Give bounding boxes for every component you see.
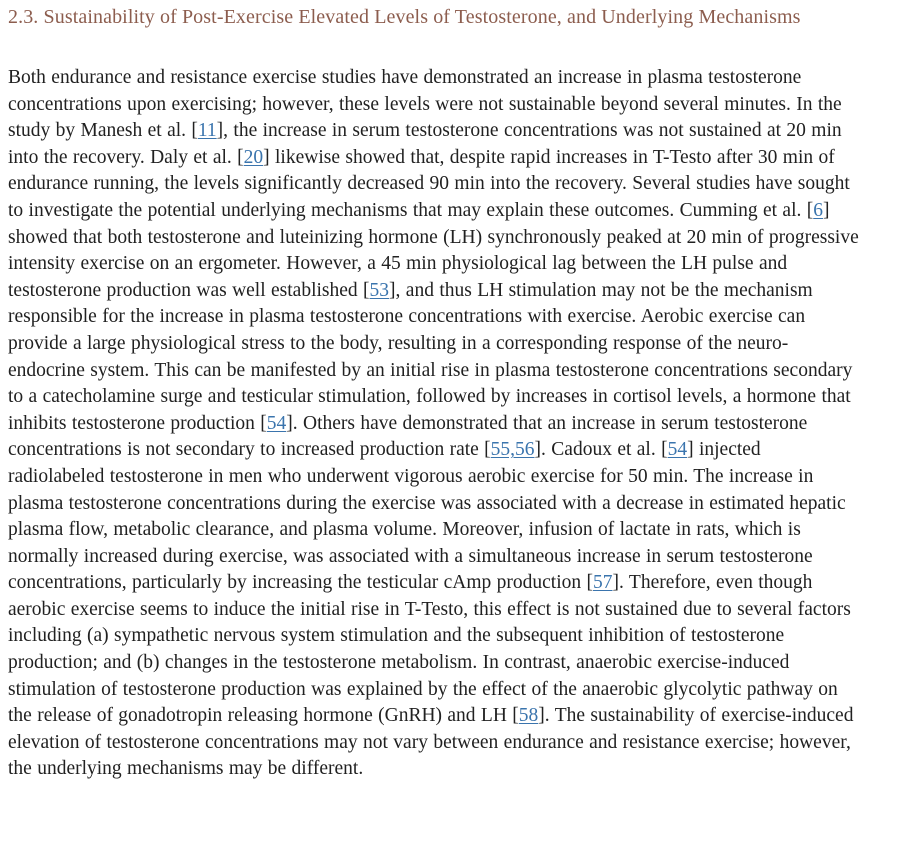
article-paragraph — [0, 30, 905, 783]
paragraph-text: ]. The sustainability of exercise-induced elevation of testosterone concentrations may not vary between endurance and resistance exercise; however, the underlying mechanisms may be different. — [8, 705, 854, 780]
citation-link-54[interactable]: 54 — [266, 412, 287, 434]
paragraph-text: ]. Therefore, even though aerobic exercise seems to induce the initial rise in T-Testo, this effect is not sustained due to several factors including (a) sympathetic nervous system stimulation and the subsequent inhibition of testosterone production; and (b) changes in the testosterone metabolism. In contrast, anaerobic exercise-induced stimulation of testosterone production was explained by the effect of the anaerobic glycolytic pathway on the release of gonadotropin releasing hormone (GnRH) and LH [ — [8, 572, 851, 727]
paragraph-text: ] injected radiolabeled testosterone in men who underwent vigorous aerobic exercise for 50 min. The increase in plasma testosterone concentrations during the exercise was associated with a decrease in estimated hepatic plasma flow, metabolic clearance, and plasma volume. Moreover, infusion of lactate in rats, which is normally increased during exercise, was associated with a simultaneous increase in serum testosterone concentrations, particularly by increasing the testicular cAmp production [ — [8, 439, 846, 594]
citation-link-55-56[interactable]: 55,56 — [490, 439, 535, 461]
paragraph-text: ] likewise showed that, despite rapid increases in T-Testo after 30 min of endurance running, the levels significantly decreased 90 min into the recovery. Several studies have sought to investigate the potential underlying mechanisms that may explain these outcomes. Cumming et al. [ — [8, 146, 850, 221]
paragraph-text: ] showed that both testosterone and luteinizing hormone (LH) synchronously peaked at 20 min of progressive intensity exercise on an ergometer. However, a 45 min physiological lag between the LH pulse and testosterone production was well established [ — [8, 199, 859, 301]
section-heading: 2.3. Sustainability of Post-Exercise Elevated Levels of Testosterone, and Underlying Mechanisms — [8, 6, 801, 28]
paragraph-text: ], and thus LH stimulation may not be the mechanism responsible for the increase in plasma testosterone concentrations with exercise. Aerobic exercise can provide a large physiological stress to the body, resulting in a corresponding response of the neuro-endocrine system. This can be manifested by an initial rise in plasma testosterone concentrations secondary to a catecholamine surge and testicular stimulation, followed by increases in cortisol levels, a hormone that inhibits testosterone production [ — [8, 279, 853, 434]
citation-link-54[interactable]: 54 — [667, 439, 688, 461]
citation-link-20[interactable]: 20 — [243, 146, 264, 168]
citation-link-58[interactable]: 58 — [518, 705, 539, 727]
paragraph-text: ]. Cadoux et al. [ — [534, 439, 668, 461]
paragraph-text: Both endurance and resistance exercise studies have demonstrated an increase in plasma testosterone concentrations upon exercising; however, these levels were not sustainable beyond several minutes. In the study by Manesh et al. [ — [8, 67, 842, 142]
citation-link-6[interactable]: 6 — [813, 199, 823, 221]
citation-link-11[interactable]: 11 — [197, 120, 217, 142]
citation-link-57[interactable]: 57 — [593, 572, 613, 594]
paragraph-text: ]. Others have demonstrated that an increase in serum testosterone concentrations is not secondary to increased production rate [ — [8, 412, 808, 461]
citation-link-53[interactable]: 53 — [369, 279, 390, 301]
paragraph-text: ], the increase in serum testosterone concentrations was not sustained at 20 min into the recovery. Daly et al. [ — [8, 120, 842, 168]
